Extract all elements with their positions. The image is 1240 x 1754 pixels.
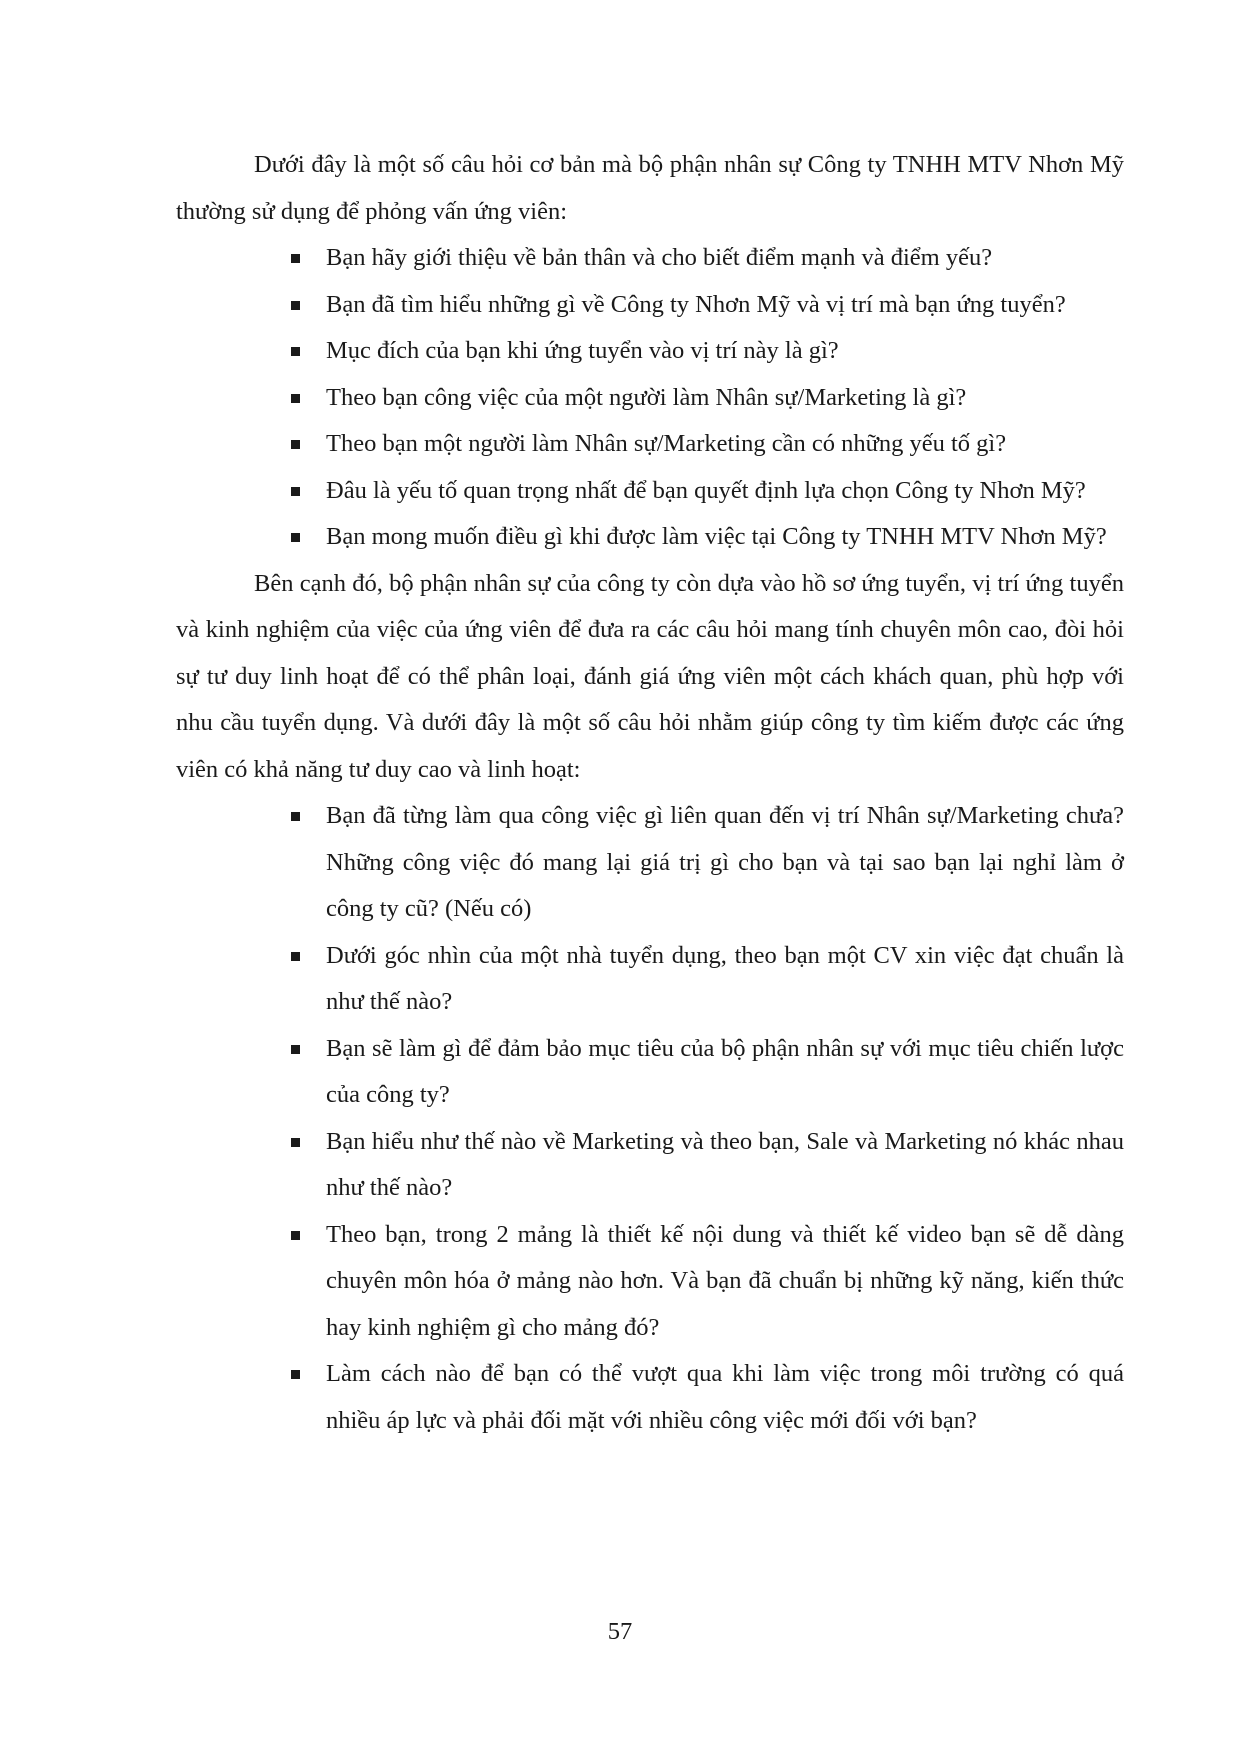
list-item	[326, 1212, 1124, 1352]
list-item-text: Mục đích của bạn khi ứng tuyển vào vị trí này là gì?	[326, 337, 839, 364]
list-item	[326, 282, 1124, 329]
list-item-text: Bạn hãy giới thiệu về bản thân và cho biết điểm mạnh và điểm yếu?	[326, 244, 993, 271]
list-item	[326, 793, 1124, 933]
page-number: 57	[607, 1618, 633, 1645]
intro-paragraph: Dưới đây là một số câu hỏi cơ bản mà bộ phận nhân sự Công ty TNHH MTV Nhơn Mỹ thường sử dụng để phỏng vấn ứng viên:	[176, 151, 1124, 225]
square-bullet-icon	[291, 1231, 300, 1240]
square-bullet-icon	[291, 440, 300, 449]
list-item	[326, 328, 1124, 375]
list-item-text: Bạn sẽ làm gì để đảm bảo mục tiêu của bộ phận nhân sự với mục tiêu chiến lược của công ty?	[326, 1034, 1124, 1108]
square-bullet-icon	[291, 487, 300, 496]
list-item	[326, 514, 1124, 561]
square-bullet-icon	[291, 254, 300, 263]
list-item-text: Đâu là yếu tố quan trọng nhất để bạn quyết định lựa chọn Công ty Nhơn Mỹ?	[326, 476, 1086, 504]
square-bullet-icon	[291, 394, 300, 403]
list-item	[326, 1026, 1124, 1119]
square-bullet-icon	[291, 812, 300, 821]
list-item-text: Theo bạn công việc của một người làm Nhân sự/Marketing là gì?	[326, 383, 967, 411]
list-item	[326, 1351, 1124, 1444]
list-item-text: Làm cách nào để bạn có thể vượt qua khi làm việc trong môi trường có quá nhiều áp lực và phải đối mặt với nhiều công việc mới đối với bạn?	[326, 1360, 1124, 1434]
list-item-text: Bạn đã tìm hiểu những gì về Công ty Nhơn Mỹ và vị trí mà bạn ứng tuyển?	[326, 290, 1066, 318]
square-bullet-icon	[291, 1370, 300, 1379]
list-item-text: Bạn đã từng làm qua công việc gì liên quan đến vị trí Nhân sự/Marketing chưa? Những công việc đó mang lại giá trị gì cho bạn và tại sao bạn lại nghỉ làm ở công ty cũ? (Nếu có)	[326, 802, 1124, 922]
list-item	[326, 375, 1124, 422]
list-item-text: Bạn hiểu như thế nào về Marketing và theo bạn, Sale và Marketing nó khác nhau như thế nào?	[326, 1127, 1124, 1201]
square-bullet-icon	[291, 301, 300, 310]
advanced-questions-list	[176, 793, 1124, 1444]
list-item	[326, 421, 1124, 468]
document-body	[176, 142, 1124, 1444]
list-item	[326, 468, 1124, 515]
square-bullet-icon	[291, 347, 300, 356]
square-bullet-icon	[291, 952, 300, 961]
list-item	[326, 235, 1124, 282]
list-item	[326, 933, 1124, 1026]
list-item-text: Dưới góc nhìn của một nhà tuyển dụng, theo bạn một CV xin việc đạt chuẩn là như thế nào?	[326, 941, 1124, 1015]
square-bullet-icon	[291, 1138, 300, 1147]
second-paragraph: Bên cạnh đó, bộ phận nhân sự của công ty còn dựa vào hồ sơ ứng tuyển, vị trí ứng tuyển và kinh nghiệm của việc của ứng viên để đưa ra các câu hỏi mang tính chuyên môn cao, đòi hỏi sự tư duy linh hoạt để có thể phân loại, đánh giá ứng viên một cách khách quan, phù hợp với nhu cầu tuyển dụng. Và dưới đây là một số câu hỏi nhằm giúp công ty tìm kiếm được các ứng viên có khả năng tư duy cao và linh hoạt:	[176, 569, 1124, 783]
square-bullet-icon	[291, 1045, 300, 1054]
basic-questions-list	[176, 235, 1124, 561]
list-item-text: Bạn mong muốn điều gì khi được làm việc tại Công ty TNHH MTV Nhơn Mỹ?	[326, 523, 1107, 550]
list-item	[326, 1119, 1124, 1212]
list-item-text: Theo bạn một người làm Nhân sự/Marketing cần có những yếu tố gì?	[326, 430, 1007, 457]
list-item-text: Theo bạn, trong 2 mảng là thiết kế nội dung và thiết kế video bạn sẽ dễ dàng chuyên môn hóa ở mảng nào hơn. Và bạn đã chuẩn bị những kỹ năng, kiến thức hay kinh nghiệm gì cho mảng đó?	[326, 1220, 1124, 1341]
square-bullet-icon	[291, 533, 300, 542]
